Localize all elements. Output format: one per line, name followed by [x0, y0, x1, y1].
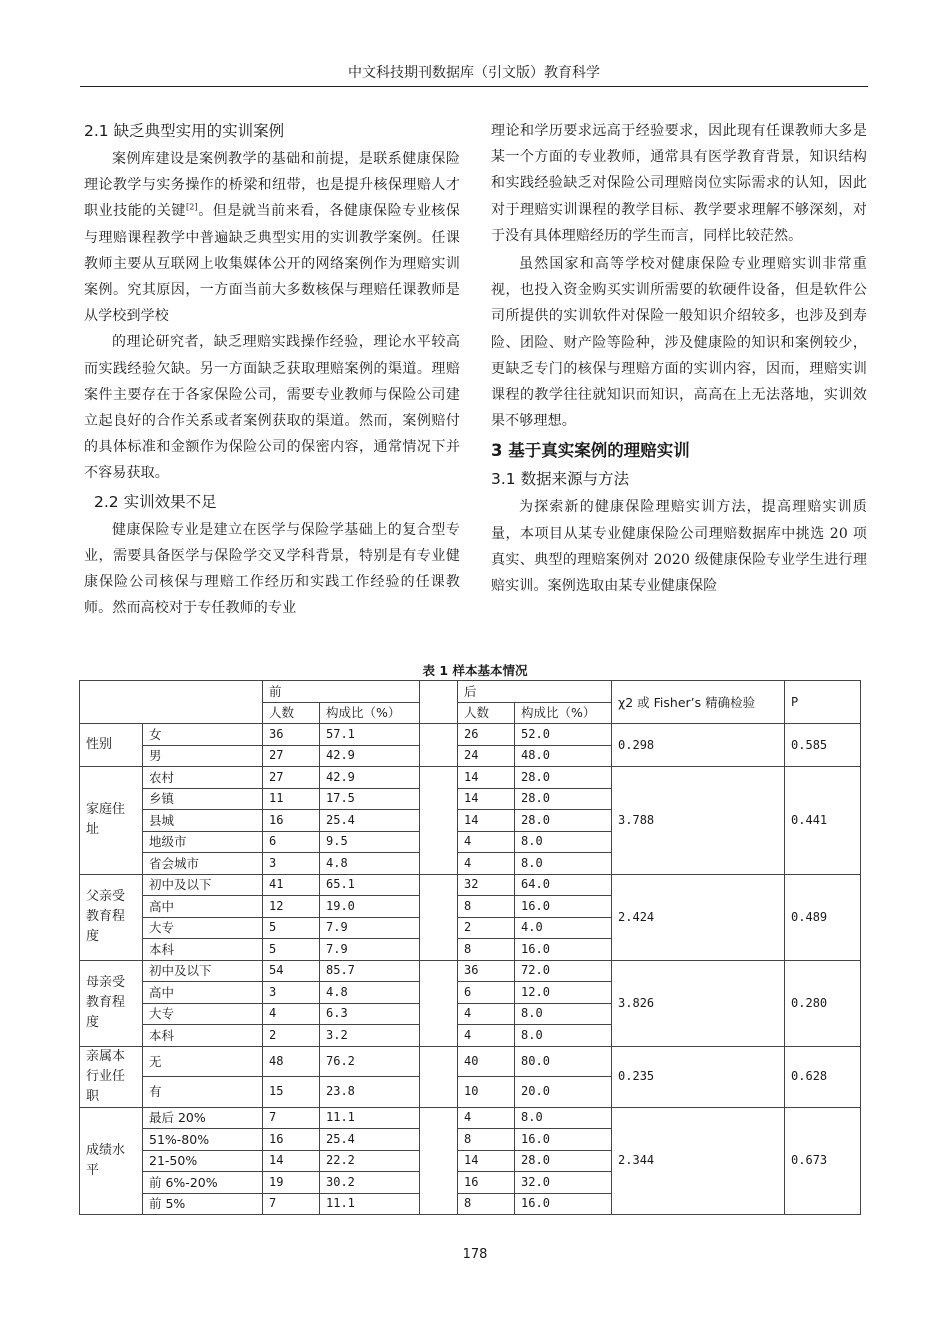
count-after: 26 [458, 724, 515, 746]
count-after: 32 [458, 874, 515, 896]
ratio-before: 6.3 [320, 1003, 420, 1025]
ratio-before: 76.2 [320, 1046, 420, 1077]
count-after: 36 [458, 960, 515, 982]
ratio-after: 8.0 [515, 831, 612, 853]
section-2-1-paragraph-1 [84, 146, 460, 329]
ratio-before: 4.8 [320, 982, 420, 1004]
row-label: 无 [143, 1046, 263, 1077]
test-statistic: 2.344 [612, 1107, 785, 1215]
citation-ref: [2] [185, 202, 198, 212]
ratio-after: 16.0 [515, 896, 612, 918]
section-2-1-paragraph-2: 的理论研究者，缺乏理赔实践操作经验，理论水平较高而实践经验欠缺。另一方面缺乏获取理赔案例的渠道。理赔案件主要存在于各家保险公司，需要专业教师与保险公司建立起良好的合作关系或者案例获取的渠道。然而，案例赔付的具体标准和金额作为保险公司的保密内容，通常情况下并不容易获取。 [84, 334, 460, 482]
ratio-after: 64.0 [515, 874, 612, 896]
ratio-before: 22.2 [320, 1150, 420, 1172]
count-after: 4 [458, 831, 515, 853]
ratio-after: 12.0 [515, 982, 612, 1004]
gap-cell [420, 767, 458, 875]
sample-table [79, 680, 861, 1215]
row-label: 有 [143, 1077, 263, 1108]
right-column [491, 118, 867, 599]
row-label: 前 5% [143, 1193, 263, 1215]
count-before: 2 [263, 1025, 320, 1047]
test-statistic: 3.788 [612, 767, 785, 875]
group-label: 母亲受教育程度 [80, 960, 143, 1046]
ratio-before: 3.2 [320, 1025, 420, 1047]
gap-cell [420, 874, 458, 960]
count-before: 12 [263, 896, 320, 918]
row-label: 县城 [143, 810, 263, 832]
header-p: P [785, 681, 861, 724]
continued-paragraph: 理论和学历要求远高于经验要求，因此现有任课教师大多是某一个方面的专业教师，通常具有医学教育背景，知识结构和实践经验缺乏对保险公司理赔岗位实际需求的认知，因此对于理赔实训课程的教学目标、教学要求理解不够深刻，对于没有具体理赔经历的学生而言，同样比较茫然。 [491, 123, 867, 244]
ratio-before: 85.7 [320, 960, 420, 982]
ratio-after: 28.0 [515, 767, 612, 789]
count-before: 4 [263, 1003, 320, 1025]
count-before: 19 [263, 1172, 320, 1194]
running-header: 中文科技期刊数据库（引文版）教育科学 [80, 60, 868, 87]
header-ratio-after: 构成比（%） [515, 702, 612, 724]
paragraph-software: 虽然国家和高等学校对健康保险专业理赔实训非常重视，也投入资金购买实训所需要的软硬件设备，但是软件公司所提供的实训软件对保险一般知识介绍较多，也涉及到寿险、团险、财产险等险种，涉及健康险的知识和案例较少，更缺乏专门的核保与理赔方面的实训内容，因而，理赔实训课程的教学往往就知识而知识，高高在上无法落地，实训效果不够理想。 [491, 256, 867, 430]
count-before: 54 [263, 960, 320, 982]
row-label: 大专 [143, 1003, 263, 1025]
header-after: 后 [458, 681, 612, 703]
count-before: 27 [263, 745, 320, 767]
count-before: 11 [263, 788, 320, 810]
row-label: 农村 [143, 767, 263, 789]
ratio-after: 8.0 [515, 853, 612, 875]
row-label: 女 [143, 724, 263, 746]
ratio-before: 25.4 [320, 1129, 420, 1151]
row-label: 男 [143, 745, 263, 767]
table-row [80, 1046, 861, 1077]
ratio-before: 42.9 [320, 767, 420, 789]
ratio-before: 7.9 [320, 939, 420, 961]
test-statistic: 2.424 [612, 874, 785, 960]
section-3-1-paragraph-1: 为探索新的健康保险理赔实训方法，提高理赔实训质量，本项目从某专业健康保险公司理赔数据库中挑选 20 项真实、典型的理赔案例对 2020 级健康保险专业学生进行理赔实训。案例选取由某专业健康保险 [491, 499, 867, 595]
ratio-after: 28.0 [515, 788, 612, 810]
header-ratio-before: 构成比（%） [320, 702, 420, 724]
count-after: 8 [458, 1193, 515, 1215]
count-before: 48 [263, 1046, 320, 1077]
ratio-before: 42.9 [320, 745, 420, 767]
row-label: 高中 [143, 982, 263, 1004]
group-label: 亲属本行业任职 [80, 1046, 143, 1107]
ratio-before: 23.8 [320, 1077, 420, 1108]
ratio-after: 32.0 [515, 1172, 612, 1194]
p-value: 0.489 [785, 874, 861, 960]
test-statistic: 0.235 [612, 1046, 785, 1107]
count-before: 14 [263, 1150, 320, 1172]
gap-cell [420, 724, 458, 767]
row-label: 地级市 [143, 831, 263, 853]
count-after: 14 [458, 788, 515, 810]
ratio-after: 28.0 [515, 810, 612, 832]
header-gap [420, 681, 458, 724]
count-after: 10 [458, 1077, 515, 1108]
section-3-heading: 3 基于真实案例的理赔实训 [491, 441, 690, 461]
count-after: 24 [458, 745, 515, 767]
row-label: 大专 [143, 917, 263, 939]
count-after: 14 [458, 810, 515, 832]
count-before: 15 [263, 1077, 320, 1108]
ratio-after: 8.0 [515, 1107, 612, 1129]
count-before: 7 [263, 1107, 320, 1129]
table-row [80, 960, 861, 982]
count-after: 2 [458, 917, 515, 939]
count-after: 4 [458, 1025, 515, 1047]
ratio-before: 19.0 [320, 896, 420, 918]
ratio-after: 16.0 [515, 1129, 612, 1151]
section-2-1-heading: 2.1 缺乏典型实用的实训案例 [84, 122, 285, 140]
count-before: 41 [263, 874, 320, 896]
ratio-after: 80.0 [515, 1046, 612, 1077]
gap-cell [420, 1107, 458, 1215]
section-3-1-heading: 3.1 数据来源与方法 [491, 470, 630, 489]
left-column [84, 118, 460, 621]
table-row [80, 724, 861, 746]
p-value: 0.585 [785, 724, 861, 767]
section-2-2-paragraph-1: 健康保险专业是建立在医学与保险学基础上的复合型专业，需要具备医学与保险学交叉学科背景，特别是有专业健康保险公司核保与理赔工作经历和实践工作经验的任课教师。然而高校对于专任教师的专业 [84, 521, 460, 617]
ratio-after: 28.0 [515, 1150, 612, 1172]
count-before: 27 [263, 767, 320, 789]
header-count-before: 人数 [263, 702, 320, 724]
count-before: 5 [263, 917, 320, 939]
row-label: 省会城市 [143, 853, 263, 875]
row-label: 本科 [143, 1025, 263, 1047]
ratio-after: 8.0 [515, 1003, 612, 1025]
row-label: 最后 20% [143, 1107, 263, 1129]
count-before: 7 [263, 1193, 320, 1215]
paragraph-text: 。但是就当前来看，各健康保险专业核保与理赔课程教学中普遍缺乏典型实用的实训教学案例。任课教师主要从互联网上收集媒体公开的网络案例作为理赔实训案例。究其原因，一方面当前大多数核保与理赔任课教师是从学校到学校 [84, 203, 460, 325]
ratio-before: 9.5 [320, 831, 420, 853]
paragraph-text: 案例库建设是案例教学的基础和前提，是联系健康保险理论教学与实务操作的桥梁和纽带，也是提升核保理赔人才职业技能的关键 [84, 151, 460, 220]
ratio-after: 72.0 [515, 960, 612, 982]
count-after: 40 [458, 1046, 515, 1077]
table-row [80, 1107, 861, 1129]
group-label: 性别 [80, 724, 143, 767]
p-value: 0.280 [785, 960, 861, 1046]
ratio-after: 16.0 [515, 939, 612, 961]
row-label: 高中 [143, 896, 263, 918]
count-before: 36 [263, 724, 320, 746]
gap-cell [420, 960, 458, 1046]
count-before: 6 [263, 831, 320, 853]
p-value: 0.441 [785, 767, 861, 875]
table-header-row [80, 681, 861, 703]
ratio-after: 20.0 [515, 1077, 612, 1108]
ratio-after: 48.0 [515, 745, 612, 767]
count-after: 14 [458, 767, 515, 789]
ratio-after: 16.0 [515, 1193, 612, 1215]
ratio-before: 11.1 [320, 1107, 420, 1129]
ratio-before: 25.4 [320, 810, 420, 832]
count-before: 3 [263, 853, 320, 875]
header-count-after: 人数 [458, 702, 515, 724]
count-after: 4 [458, 1107, 515, 1129]
ratio-before: 4.8 [320, 853, 420, 875]
count-after: 16 [458, 1172, 515, 1194]
group-label: 家庭住址 [80, 767, 143, 875]
ratio-before: 57.1 [320, 724, 420, 746]
count-after: 14 [458, 1150, 515, 1172]
ratio-before: 17.5 [320, 788, 420, 810]
count-before: 16 [263, 810, 320, 832]
row-label: 51%-80% [143, 1129, 263, 1151]
count-after: 6 [458, 982, 515, 1004]
ratio-after: 8.0 [515, 1025, 612, 1047]
table-row [80, 874, 861, 896]
p-value: 0.628 [785, 1046, 861, 1107]
row-label: 21-50% [143, 1150, 263, 1172]
group-label: 父亲受教育程度 [80, 874, 143, 960]
row-label: 乡镇 [143, 788, 263, 810]
ratio-before: 11.1 [320, 1193, 420, 1215]
test-statistic: 3.826 [612, 960, 785, 1046]
count-after: 4 [458, 853, 515, 875]
ratio-after: 52.0 [515, 724, 612, 746]
count-after: 4 [458, 1003, 515, 1025]
row-label: 初中及以下 [143, 960, 263, 982]
count-before: 3 [263, 982, 320, 1004]
header-blank [80, 681, 263, 724]
ratio-before: 30.2 [320, 1172, 420, 1194]
count-after: 8 [458, 1129, 515, 1151]
ratio-before: 65.1 [320, 874, 420, 896]
count-before: 16 [263, 1129, 320, 1151]
row-label: 初中及以下 [143, 874, 263, 896]
ratio-after: 4.0 [515, 917, 612, 939]
row-label: 前 6%-20% [143, 1172, 263, 1194]
count-after: 8 [458, 896, 515, 918]
group-label: 成绩水平 [80, 1107, 143, 1215]
gap-cell [420, 1046, 458, 1107]
header-test: χ2 或 Fisher’s 精确检验 [612, 681, 785, 724]
table-caption: 表 1 样本基本情况 [422, 663, 528, 678]
header-before: 前 [263, 681, 420, 703]
ratio-before: 7.9 [320, 917, 420, 939]
section-2-2-heading: 2.2 实训效果不足 [94, 492, 217, 511]
count-before: 5 [263, 939, 320, 961]
table-row [80, 767, 861, 789]
p-value: 0.673 [785, 1107, 861, 1215]
row-label: 本科 [143, 939, 263, 961]
page-number: 178 [462, 1247, 488, 1262]
count-after: 8 [458, 939, 515, 961]
test-statistic: 0.298 [612, 724, 785, 767]
